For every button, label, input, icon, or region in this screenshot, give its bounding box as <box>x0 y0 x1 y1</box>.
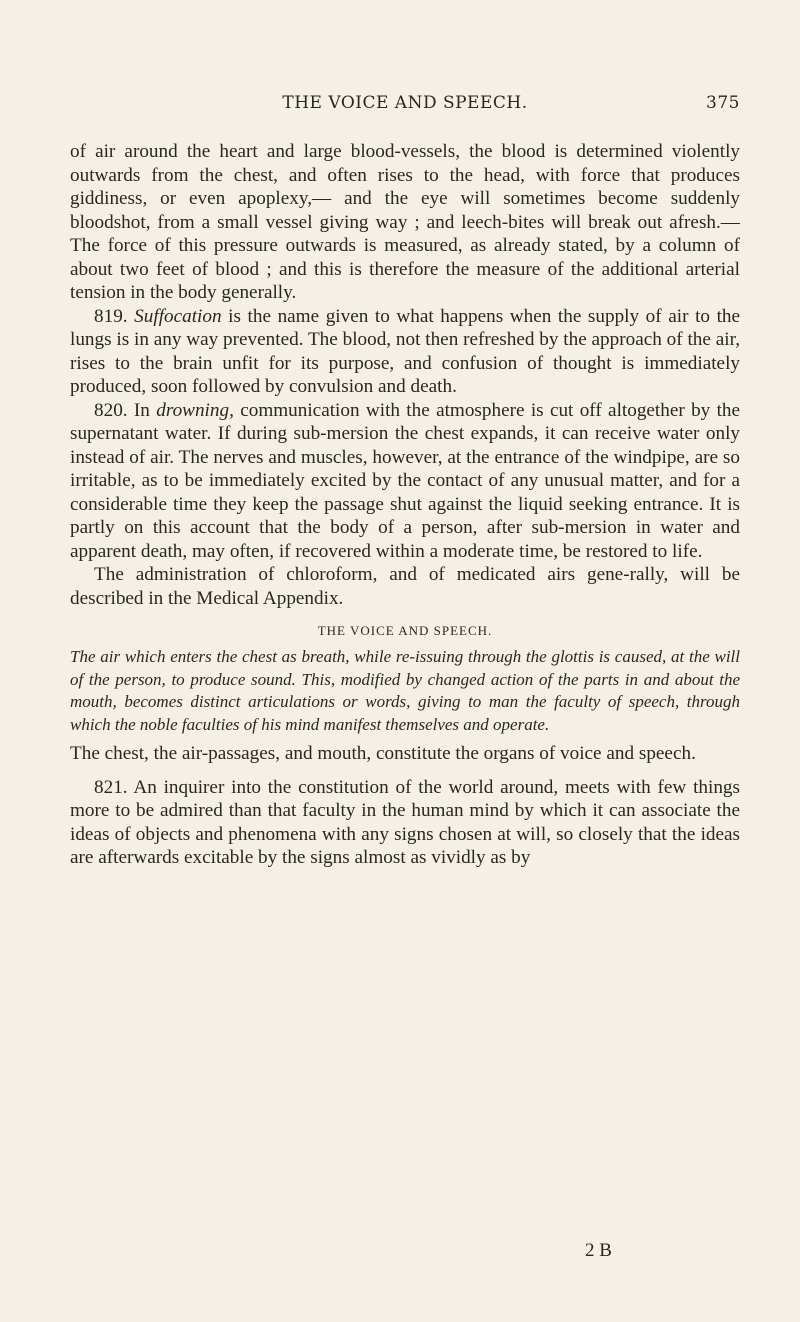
page-number: 375 <box>706 93 740 113</box>
organs-statement: The chest, the air-passages, and mouth, constitute the organs of voice and speech. <box>70 743 696 764</box>
section-summary: The air which enters the chest as breath, while re-issuing through the glottis is caused, at the will of the person, to produce sound. This, modified by changed action of the parts in and about the mouth, becomes distinct articulations or words, giving to man the faculty of speech, through which the noble faculties of his mind manifest themselves and operate. <box>70 647 740 734</box>
body-text <box>70 140 740 870</box>
paragraph-continued: of air around the heart and large blood-vessels, the blood is determined violently outwards from the chest, and often rises to the head, with force that produces giddiness, or even apoplexy,— and the eye will sometimes become suddenly bloodshot, from a small vessel giving way ; and leech-bites will break out afresh.— The force of this pressure outwards is measured, as already stated, by a column of about two feet of blood ; and this is therefore the measure of the additional arterial tension in the body generally. <box>70 141 740 303</box>
paragraph-number: 820. In <box>94 399 150 421</box>
paragraph-819 <box>70 305 740 399</box>
paragraph-text: is the name given to what happens when the supply of air to the lungs is in any way prevented. The blood, not then refreshed by the approach of the air, rises to the brain unfit for its purpose, and confusion of thought is immediately produced, soon followed by convulsion and death. <box>70 305 741 397</box>
paragraph-821: 821. An inquirer into the constitution of the world around, meets with few things more to be admired than that faculty in the human mind by which it can associate the ideas of objects and phenomena with any signs chosen at will, so closely that the ideas are afterwards excitable by the signs almost as vividly as by <box>70 776 740 868</box>
section-heading: THE VOICE AND SPEECH. <box>317 623 493 638</box>
signature-mark: 2 B <box>585 1240 612 1261</box>
running-title: THE VOICE AND SPEECH. <box>282 93 528 113</box>
paragraph-number: 819. <box>94 305 128 327</box>
term-suffocation: Suffocation <box>134 305 222 327</box>
running-header <box>70 93 740 123</box>
paragraph-administration: The administration of chloroform, and of medicated airs gene-rally, will be described in the Medical Appendix. <box>70 564 740 609</box>
paragraph-text: communication with the atmosphere is cut off altogether by the supernatant water. If during sub-mersion the chest expands, it can receive water only instead of air. The nerves and muscles, however, at the entrance of the windpipe, are so irritable, as to be immediately excited by the contact of any unusual matter, and for a considerable time they keep the passage shut against the liquid seeking entrance. It is partly on this account that the body of a person, after sub-mersion in water and apparent death, may often, if recovered within a moderate time, be restored to life. <box>70 399 741 562</box>
paragraph-820 <box>70 399 740 564</box>
term-drowning: drowning, <box>156 399 234 421</box>
